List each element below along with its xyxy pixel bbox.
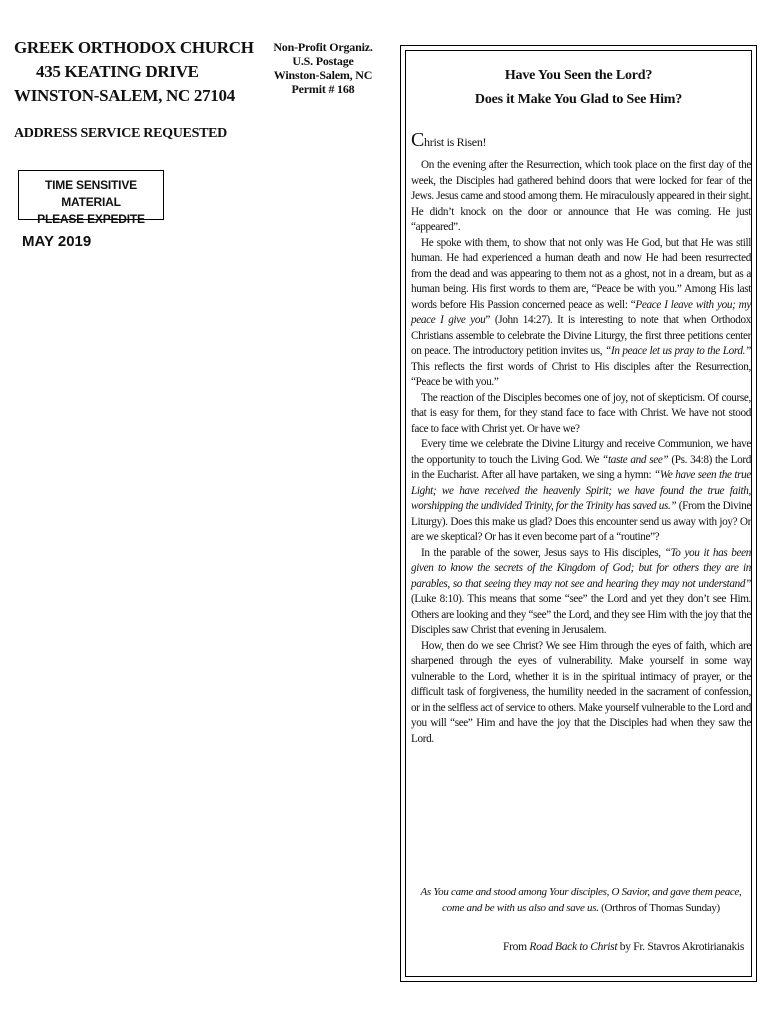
paragraph-2	[411, 236, 751, 391]
hymn-quote: “We have seen the true Light; we have received the heavenly Spirit; we have found the true faith, worshipping the undivided Trinity, for the Trinity has saved us.”	[411, 469, 751, 512]
paragraph-4-text-e: (From the Divine Liturgy). Does this make us glad? Does this encounter send us away with joy? Or are we skeptical? Or has it even become part of a “routine”?	[411, 500, 751, 543]
return-address-line-1: GREEK ORTHODOX CHURCH	[14, 38, 254, 57]
postage-line-2: U.S. Postage	[292, 54, 354, 68]
paragraph-2-text-c: ” (John 14:27). It is interesting to note that when Orthodox Christians assemble to celebrate the Divine Liturgy, the first three petitions center on peace. The introductory petition invites us,	[411, 314, 751, 357]
source-author: by Fr. Stavros Akrotirianakis	[617, 941, 744, 953]
hymn-source: (Orthros of Thomas Sunday)	[598, 902, 720, 914]
address-service-requested: ADDRESS SERVICE REQUESTED	[14, 126, 227, 141]
time-sensitive-line-2: PLEASE EXPEDITE	[37, 212, 145, 226]
return-address-line-3: WINSTON-SALEM, NC 27104	[14, 86, 235, 105]
paragraph-5-text-c: (Luke 8:10). This means that some “see” the Lord and yet they don’t see Him. Others are looking and they “see” the Lord, and they see Him with the joy that the Disciples saw Christ that evening in Jerusalem.	[411, 593, 751, 636]
opening-line	[411, 129, 486, 152]
parable-quote: “To you it has been given to know the secrets of the Kingdom of God; but for others they are in parables, so that seeing they may not see and hearing they may not understand”	[411, 546, 751, 590]
source-book-title: Road Back to Christ	[529, 941, 618, 953]
scripture-quote-john: Peace I leave with you; my peace I give you	[411, 298, 752, 326]
paragraph-5	[411, 546, 751, 639]
paragraph-4-text-a: Every time we celebrate the Divine Liturgy and receive Communion, we have the opportunity to touch the Living God. We	[411, 438, 751, 466]
source-prefix: From	[503, 941, 530, 953]
hymn-line-1: As You came and stood among Your disciples, O Savior, and gave them peace,	[420, 886, 742, 898]
paragraph-1: On the evening after the Resurrection, which took place on the first day of the week, the Disciples had gathered behind doors that were locked for fear of the Jews. Jesus came and stood among them. He miraculously appeared in their sight. He didn’t knock on the door or announce that He was coming. He just “appeared”.	[411, 159, 751, 233]
time-sensitive-line-1: TIME SENSITIVE MATERIAL	[45, 178, 137, 209]
taste-and-see-quote: “taste and see”	[602, 453, 669, 466]
opening-text: hrist is Risen!	[424, 135, 487, 149]
postage-line-3: Winston-Salem, NC	[273, 68, 373, 82]
return-address	[14, 36, 284, 108]
time-sensitive-box	[18, 170, 164, 226]
return-address-line-2: 435 KEATING DRIVE	[36, 62, 199, 81]
article-title: Have You Seen the Lord?	[504, 68, 653, 83]
paragraph-5-text-a: In the parable of the sower, Jesus says to His disciples,	[421, 546, 665, 559]
hymn-line-2: come and be with us also and save us.	[442, 902, 599, 914]
liturgy-petition-quote: “In peace let us pray to the Lord.”	[605, 345, 751, 357]
drop-cap: C	[411, 129, 425, 151]
article-subtitle: Does it Make You Glad to See Him?	[474, 92, 683, 107]
postage-line-1: Non-Profit Organiz.	[273, 40, 373, 54]
paragraph-4	[411, 437, 751, 546]
closing-hymn	[411, 884, 751, 916]
postage-indicia	[268, 40, 378, 96]
postage-line-4: Permit # 168	[291, 82, 355, 96]
paragraph-2-text-e: This reflects the first words of Christ to His disciples after the Resurrection, “Peace be with you.”	[411, 360, 751, 388]
paragraph-6: How, then do we see Christ? We see Him through the eyes of faith, which are sharpened through the eyes of vulnerability. Make yourself in some way vulnerable to the Lord, whether it is in the spiritual intimacy of prayer, or the difficult task of forgiveness, the humility needed in the sacrament of confession, or in the selfless act of service to others. Make yourself vulnerable to the Lord and you will “see” Him and have the joy that the Disciples had when they saw the Lord.	[411, 639, 751, 745]
article-body	[411, 158, 751, 747]
paragraph-3: The reaction of the Disciples becomes one of joy, not of skepticism. Of course, that is easy for them, for they stand face to face with Christ. We have not stood face to face with Christ yet. Or have we?	[411, 391, 751, 435]
paragraph-2-text-a: He spoke with them, to show that not only was He God, but that He was still human. He had experienced a human death and now He had been resurrected from the dead and was appearing to them not as a ghost, not in a dream, but as a human being. His first words to them are, “Peace be with you.” Among His last words before His Passion concerned peace as well: “	[411, 236, 751, 311]
article-source	[503, 941, 744, 953]
issue-date: MAY 2019	[22, 233, 92, 250]
article-box	[400, 45, 757, 982]
paragraph-4-text-c: (Ps. 34:8) the Lord in the Eucharist. After all have partaken, we sing a hymn:	[411, 453, 751, 481]
